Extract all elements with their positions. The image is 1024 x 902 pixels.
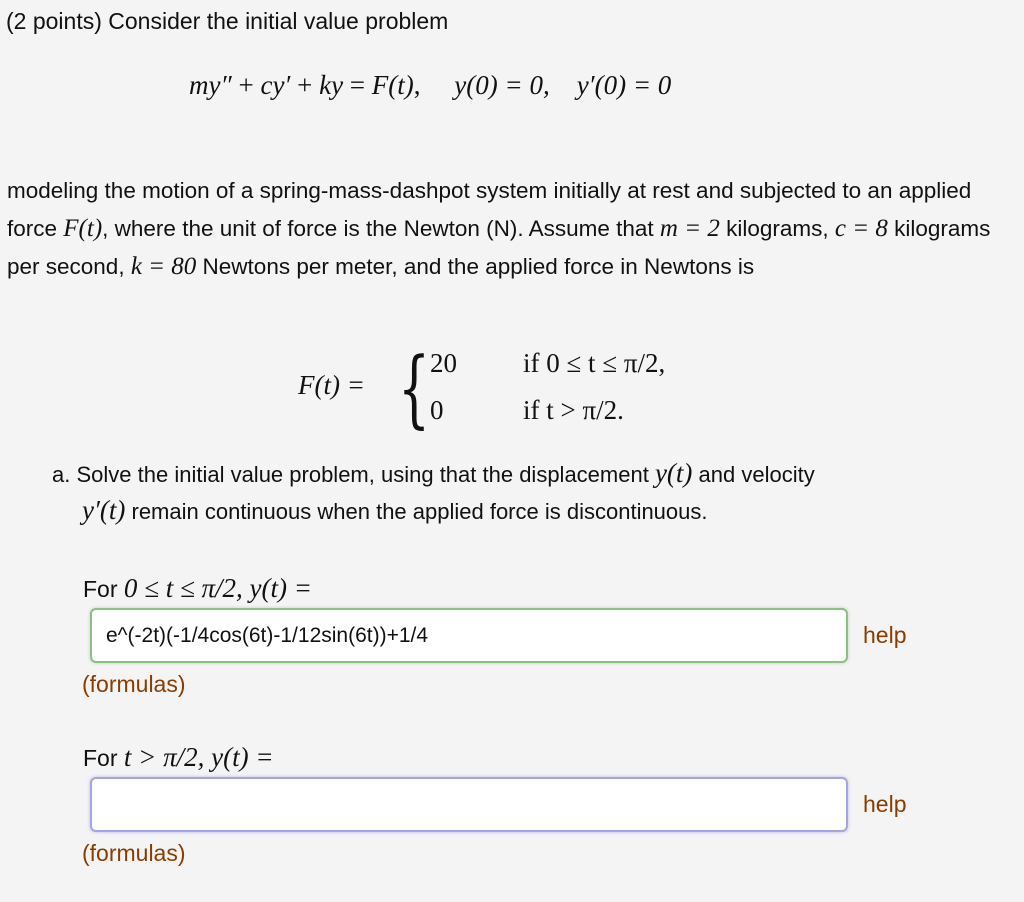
- description-text-1: modeling the motion of a spring-mass-dashpot system initially at rest and subjected to an applied force: [7, 178, 972, 241]
- part-a-text-3: remain continuous when the applied force is discontinuous.: [125, 499, 708, 524]
- spring-constant-value: k = 80: [130, 253, 197, 280]
- ivp-k: k: [319, 70, 332, 100]
- answer-2-input[interactable]: [90, 777, 848, 832]
- answer-1-label: [83, 573, 312, 604]
- problem-description: [7, 172, 1013, 286]
- ivp-y2: y″: [208, 70, 232, 100]
- piecewise-condition-1: if 0 ≤ t ≤ π/2,: [523, 348, 666, 378]
- description-text-5: Newtons per meter, and the applied force in Newtons is: [196, 254, 755, 279]
- displacement-symbol: y(t): [654, 458, 693, 488]
- damping-value: c = 8: [834, 215, 888, 242]
- piecewise-lhs: F(t) =: [298, 370, 365, 400]
- part-a-instructions: [52, 458, 815, 489]
- ivp-m: m: [189, 70, 209, 100]
- ivp-equation: my″ + cy′ + ky = F(t), y(0) = 0, y′(0) = 0: [189, 70, 672, 100]
- piecewise-value-2: 0: [430, 395, 444, 425]
- answer-2-for: For: [83, 745, 118, 771]
- ivp-rhs: F(t): [371, 70, 414, 100]
- answer-1-input[interactable]: [90, 608, 848, 663]
- ivp-initial-condition-2: y′(0) = 0: [576, 70, 672, 100]
- answer-2-formulas-link[interactable]: (formulas): [82, 840, 186, 866]
- piecewise-brace: {: [398, 339, 431, 437]
- velocity-symbol: y′(t): [82, 495, 126, 525]
- part-a-text-1: Solve the initial value problem, using that the displacement: [76, 462, 655, 487]
- answer-1-formulas-link[interactable]: (formulas): [82, 671, 186, 697]
- answer-2-condition: t > π/2, y(t) =: [123, 742, 274, 772]
- description-text-3: kilograms,: [719, 216, 835, 241]
- ivp-initial-condition-1: y(0) = 0,: [454, 70, 550, 100]
- ivp-c: c: [260, 70, 273, 100]
- answer-2-label: [83, 742, 274, 773]
- problem-header: (2 points) Consider the initial value problem: [6, 8, 449, 34]
- description-text-2: , where the unit of force is the Newton (N). Assume that: [102, 216, 660, 241]
- answer-1-help-link[interactable]: help: [863, 622, 907, 648]
- answer-2-help-link[interactable]: help: [863, 791, 907, 817]
- description-text-4: kilograms per second,: [7, 216, 991, 279]
- ivp-y: y: [331, 70, 344, 100]
- part-a-instructions-line-2: [82, 495, 708, 526]
- mass-value: m = 2: [659, 215, 720, 242]
- ivp-y1: y′: [272, 70, 291, 100]
- piecewise-condition-2: if t > π/2.: [523, 395, 624, 425]
- piecewise-value-1: 20: [430, 348, 457, 378]
- force-symbol: F(t): [63, 215, 103, 242]
- answer-1-for: For: [83, 576, 118, 602]
- part-a-text-2: and velocity: [692, 462, 815, 487]
- part-a-label: a.: [52, 462, 71, 487]
- answer-1-condition: 0 ≤ t ≤ π/2, y(t) =: [123, 573, 312, 603]
